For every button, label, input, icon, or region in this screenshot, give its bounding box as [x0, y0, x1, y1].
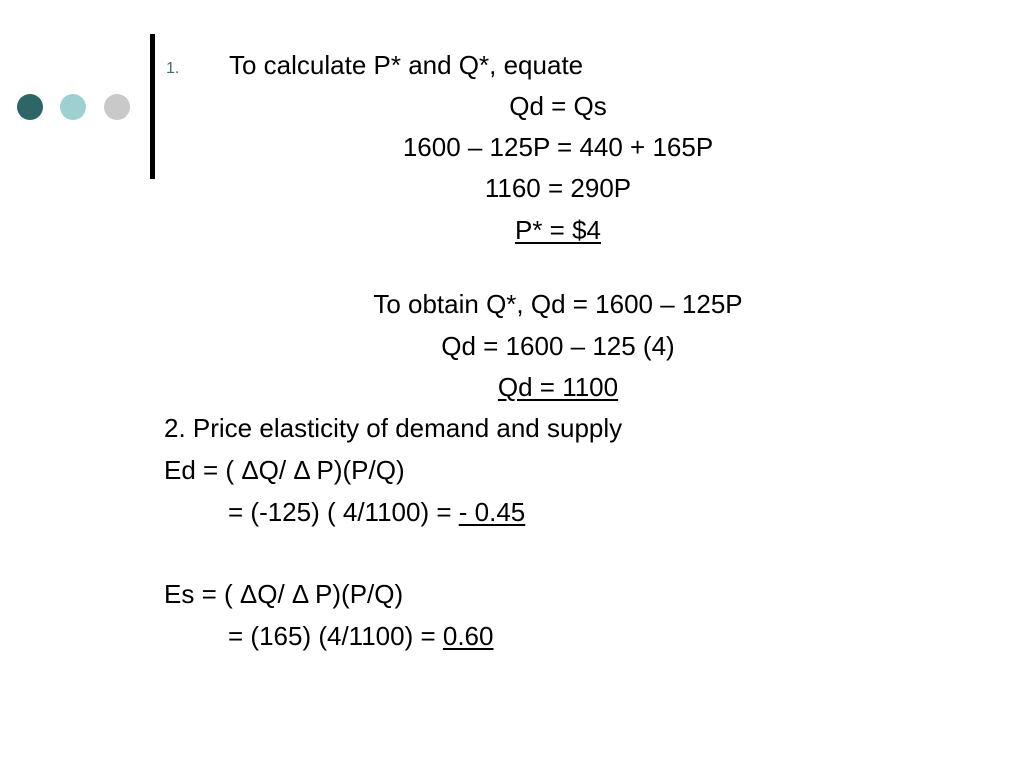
decorative-dot-dark: [17, 94, 43, 120]
result-price: [160, 215, 956, 245]
es-calculation: [228, 621, 493, 651]
result-quantity-value: Qd = 1100: [497, 372, 619, 402]
decorative-dot-grey: [104, 94, 130, 120]
equation-solve: 1160 = 290P: [484, 173, 632, 203]
substitution-line: Qd = 1600 – 125 (4): [441, 331, 675, 361]
decorative-dot-light: [60, 94, 86, 120]
result-quantity: [160, 372, 956, 402]
list-marker-1: 1.: [166, 60, 180, 77]
es-formula: Es = ( ΔQ/ Δ P)(P/Q): [164, 579, 404, 609]
item1-heading: To calculate P* and Q*, equate: [229, 50, 584, 80]
ed-calc-text: = (-125) ( 4/1100) =: [228, 497, 459, 527]
result-price-value: P* = $4: [514, 215, 601, 245]
equation-demand-supply: 1600 – 125P = 440 + 165P: [402, 132, 714, 162]
obtain-q-line: To obtain Q*, Qd = 1600 – 125P: [373, 289, 743, 319]
accent-bar: [150, 34, 155, 179]
item2-heading: 2. Price elasticity of demand and supply: [164, 413, 623, 443]
es-calc-text: = (165) (4/1100) =: [228, 621, 443, 651]
es-result-value: 0.60: [442, 621, 494, 651]
equation-qd-equals-qs: Qd = Qs: [509, 91, 607, 121]
ed-formula: Ed = ( ΔQ/ Δ P)(P/Q): [164, 455, 405, 485]
ed-calculation: [228, 497, 525, 527]
ed-result-value: - 0.45: [458, 497, 526, 527]
